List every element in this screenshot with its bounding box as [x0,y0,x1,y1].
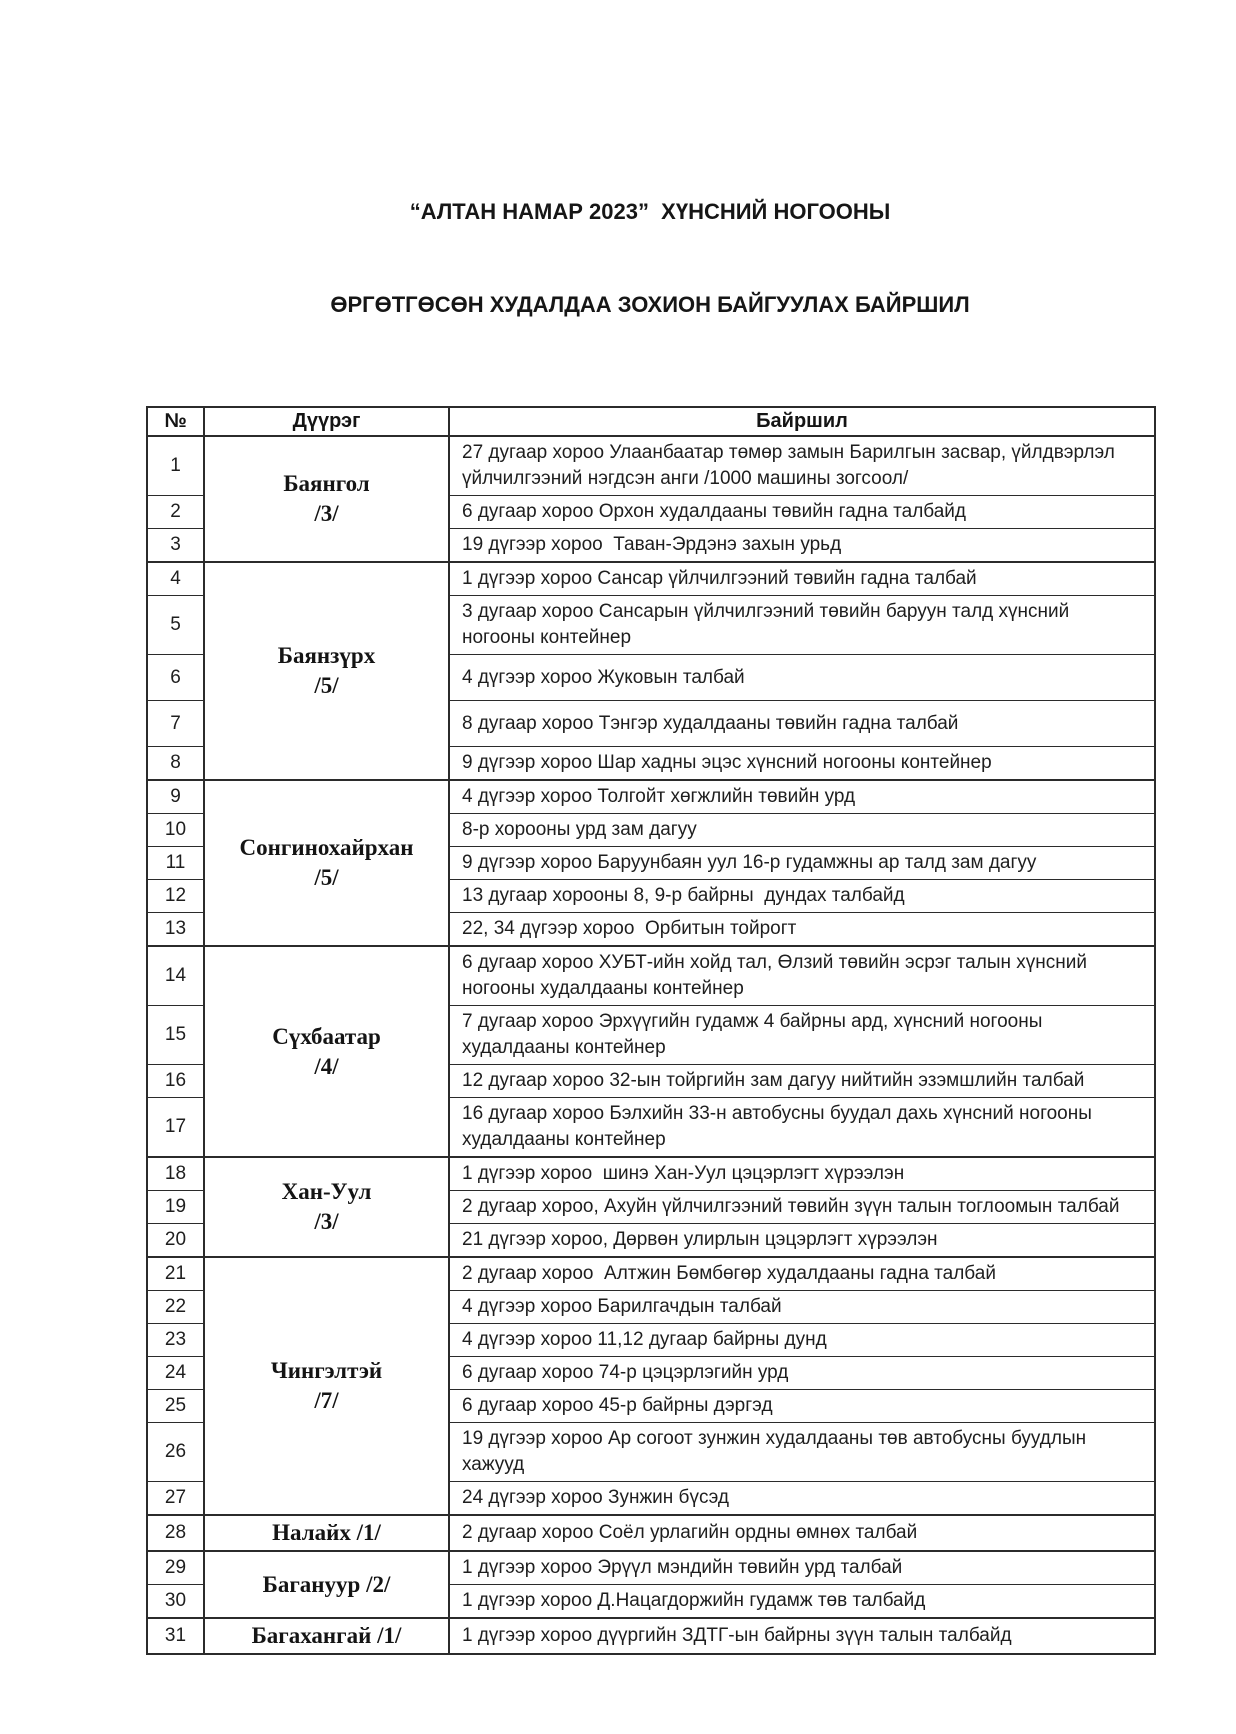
location-cell: 21 дүгээр хороо, Дөрвөн улирлын цэцэрлэгт хүрээлэн [449,1224,1155,1258]
row-number-cell: 28 [147,1515,204,1551]
row-number-cell: 18 [147,1157,204,1191]
district-cell [204,1257,449,1515]
row-number-cell: 31 [147,1618,204,1654]
location-cell: 12 дугаар хороо 32-ын тойргийн зам дагуу нийтийн эзэмшлийн талбай [449,1065,1155,1098]
row-number-cell: 20 [147,1224,204,1258]
header-cell-district: Дүүрэг [204,407,449,436]
district-name: Чингэлтэй [270,1358,383,1383]
table-row [147,1618,1155,1654]
location-cell: 9 дүгээр хороо Баруунбаян уул 16-р гудамжны ар талд зам дагуу [449,847,1155,880]
location-cell: 13 дугаар хорооны 8, 9-р байрны дундах талбайд [449,880,1155,913]
row-number-cell: 10 [147,814,204,847]
location-cell: 4 дүгээр хороо Толгойт хөгжлийн төвийн урд [449,780,1155,814]
document-title [146,134,1154,382]
location-cell: 27 дугаар хороо Улаанбаатар төмөр замын Барилгын засвар, үйлдвэрлэл үйлчилгээний нэгдсэн анги /1000 машины зогсоол/ [449,436,1155,496]
district-name: Хан-Уул [281,1179,372,1204]
district-name: Баянзүрх [277,643,376,668]
district-name: Сонгинохайрхан [239,835,414,860]
row-number-cell: 29 [147,1551,204,1585]
district-name: Баянгол [283,471,370,496]
location-cell: 1 дүгээр хороо дүүргийн ЗДТГ-ын байрны зүүн талын талбайд [449,1618,1155,1654]
row-number-cell: 5 [147,596,204,655]
location-cell: 16 дугаар хороо Бэлхийн 33-н автобусны буудал дахь хүнсний ногооны худалдааны контейнер [449,1098,1155,1158]
location-cell: 6 дугаар хороо ХУБТ-ийн хойд тал, Өлзий төвийн эсрэг талын хүнсний ногооны худалдааны контейнер [449,946,1155,1006]
document-page [0,134,1236,1734]
row-number-cell: 15 [147,1006,204,1065]
row-number-cell: 23 [147,1324,204,1357]
location-cell: 2 дугаар хороо Соёл урлагийн ордны өмнөх талбай [449,1515,1155,1551]
table-row [147,1257,1155,1291]
row-number-cell: 3 [147,529,204,563]
row-number-cell: 6 [147,655,204,701]
row-number-cell: 30 [147,1585,204,1619]
table-row [147,1551,1155,1585]
row-number-cell: 17 [147,1098,204,1158]
district-cell [204,1157,449,1257]
header-cell-location: Байршил [449,407,1155,436]
location-cell: 9 дүгээр хороо Шар хадны эцэс хүнсний ногооны контейнер [449,747,1155,781]
header-cell-number: № [147,407,204,436]
title-line-1: “АЛТАН НАМАР 2023” ХҮНСНИЙ НОГООНЫ [409,199,891,224]
location-cell: 1 дүгээр хороо Сансар үйлчилгээний төвийн гадна талбай [449,562,1155,596]
row-number-cell: 8 [147,747,204,781]
location-cell: 6 дугаар хороо 45-р байрны дэргэд [449,1390,1155,1423]
location-cell: 4 дүгээр хороо Барилгачдын талбай [449,1291,1155,1324]
location-cell: 2 дугаар хороо Алтжин Бөмбөгөр худалдааны гадна талбай [449,1257,1155,1291]
location-cell: 4 дүгээр хороо Жуковын талбай [449,655,1155,701]
row-number-cell: 12 [147,880,204,913]
table-row [147,436,1155,496]
row-number-cell: 27 [147,1482,204,1516]
location-cell: 22, 34 дүгээр хороо Орбитын тойрогт [449,913,1155,947]
row-number-cell: 13 [147,913,204,947]
location-cell: 8 дугаар хороо Тэнгэр худалдааны төвийн гадна талбай [449,701,1155,747]
district-name: Багахангай /1/ [251,1623,402,1648]
district-cell [204,946,449,1157]
location-cell: 6 дугаар хороо 74-р цэцэрлэгийн урд [449,1357,1155,1390]
location-cell: 24 дүгээр хороо Зунжин бүсэд [449,1482,1155,1516]
row-number-cell: 11 [147,847,204,880]
row-number-cell: 7 [147,701,204,747]
location-cell: 19 дүгээр хороо Таван-Эрдэнэ захын урьд [449,529,1155,563]
row-number-cell: 1 [147,436,204,496]
district-cell [204,1618,449,1654]
table-row [147,946,1155,1006]
district-count: /4/ [314,1053,339,1079]
location-cell: 1 дүгээр хороо шинэ Хан-Уул цэцэрлэгт хүрээлэн [449,1157,1155,1191]
location-cell: 6 дугаар хороо Орхон худалдааны төвийн гадна талбайд [449,496,1155,529]
district-count: /3/ [314,501,339,526]
row-number-cell: 16 [147,1065,204,1098]
row-number-cell: 14 [147,946,204,1006]
location-cell: 2 дугаар хороо, Ахуйн үйлчилгээний төвийн зүүн талын тоглоомын талбай [449,1191,1155,1224]
table-row [147,562,1155,596]
row-number-cell: 4 [147,562,204,596]
district-cell [204,1515,449,1551]
district-cell [204,562,449,780]
table-header-row [147,407,1155,436]
table-row [147,780,1155,814]
row-number-cell: 26 [147,1423,204,1482]
district-cell [204,780,449,946]
location-cell: 7 дугаар хороо Эрхүүгийн гудамж 4 байрны ард, хүнсний ногооны худалдааны контейнер [449,1006,1155,1065]
row-number-cell: 22 [147,1291,204,1324]
location-cell: 19 дүгээр хороо Ар согоот зунжин худалдааны төв автобусны буудлын хажууд [449,1423,1155,1482]
district-cell [204,1551,449,1618]
district-name: Сүхбаатар [272,1023,381,1049]
location-cell: 4 дүгээр хороо 11,12 дугаар байрны дунд [449,1324,1155,1357]
district-count: /3/ [314,1209,339,1234]
row-number-cell: 21 [147,1257,204,1291]
locations-table [146,406,1156,1655]
title-line-2: ӨРГӨТГӨСӨН ХУДАЛДАА ЗОХИОН БАЙГУУЛАХ БАЙРШИЛ [330,292,970,317]
location-cell: 1 дүгээр хороо Д.Нацагдоржийн гудамж төв талбайд [449,1585,1155,1619]
district-count: /5/ [314,865,339,890]
location-cell: 1 дүгээр хороо Эрүүл мэндийн төвийн урд талбай [449,1551,1155,1585]
row-number-cell: 19 [147,1191,204,1224]
row-number-cell: 24 [147,1357,204,1390]
district-cell [204,436,449,562]
table-row [147,1157,1155,1191]
row-number-cell: 2 [147,496,204,529]
district-count: /7/ [314,1388,339,1413]
location-cell: 8-р хорооны урд зам дагуу [449,814,1155,847]
table-row [147,1515,1155,1551]
district-name: Налайх /1/ [272,1520,381,1545]
table-body [147,436,1155,1654]
district-count: /5/ [314,673,339,698]
row-number-cell: 9 [147,780,204,814]
location-cell: 3 дугаар хороо Сансарын үйлчилгээний төвийн баруун талд хүнсний ногооны контейнер [449,596,1155,655]
row-number-cell: 25 [147,1390,204,1423]
district-name: Багануур /2/ [262,1571,391,1597]
